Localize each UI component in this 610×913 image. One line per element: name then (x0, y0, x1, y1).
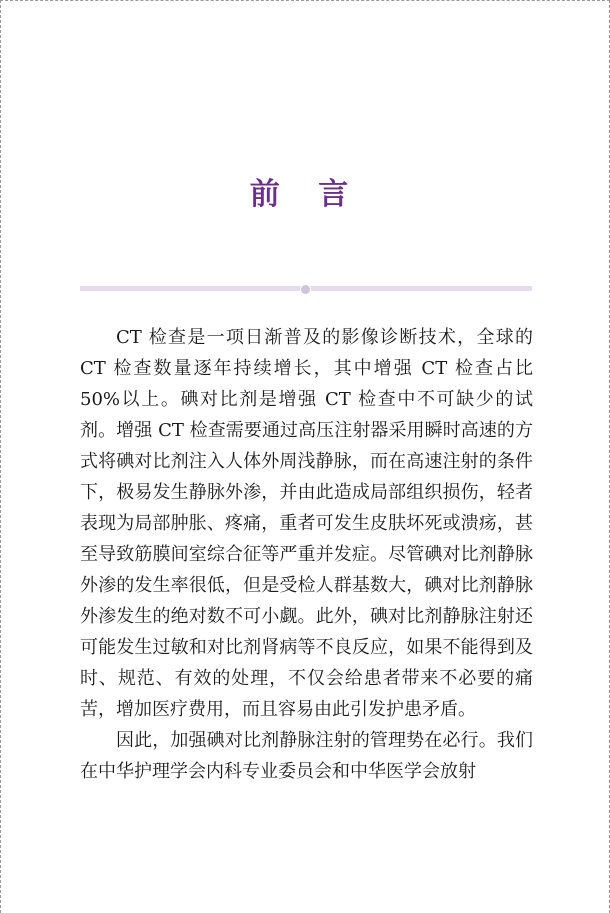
divider-ornament (300, 284, 311, 295)
preface-body (80, 322, 533, 787)
page-title: 前 言 (249, 177, 363, 212)
paragraph: CT 检查是一项日渐普及的影像诊断技术，全球的 CT 检查数量逐年持续增长，其中增强 CT 检查占比 50%以上。碘对比剂是增强 CT 检查中不可缺少的试剂。增强 CT 检查需要通过高压注射器采用瞬时高速的方式将碘对比剂注入人体外周浅静脉，而在高速注射的条件下，极易发生静脉外渗，并由此造成局部组织损伤，轻者表现为局部肿胀、疼痛，重者可发生皮肤坏死或溃疡，甚至导致筋膜间室综合征等严重并发症。尽管碘对比剂静脉外渗的发生率很低，但是受检人群基数大，碘对比剂静脉外渗发生的绝对数不可小觑。此外，碘对比剂静脉注射还可能发生过敏和对比剂肾病等不良反应，如果不能得到及时、规范、有效的处理，不仅会给患者带来不必要的痛苦，增加医疗费用，而且容易由此引发护患矛盾。 (80, 327, 533, 720)
title-divider (80, 285, 532, 292)
paragraph: 因此，加强碘对比剂静脉注射的管理势在必行。我们在中华护理学会内科专业委员会和中华医学会放射 (80, 730, 533, 782)
